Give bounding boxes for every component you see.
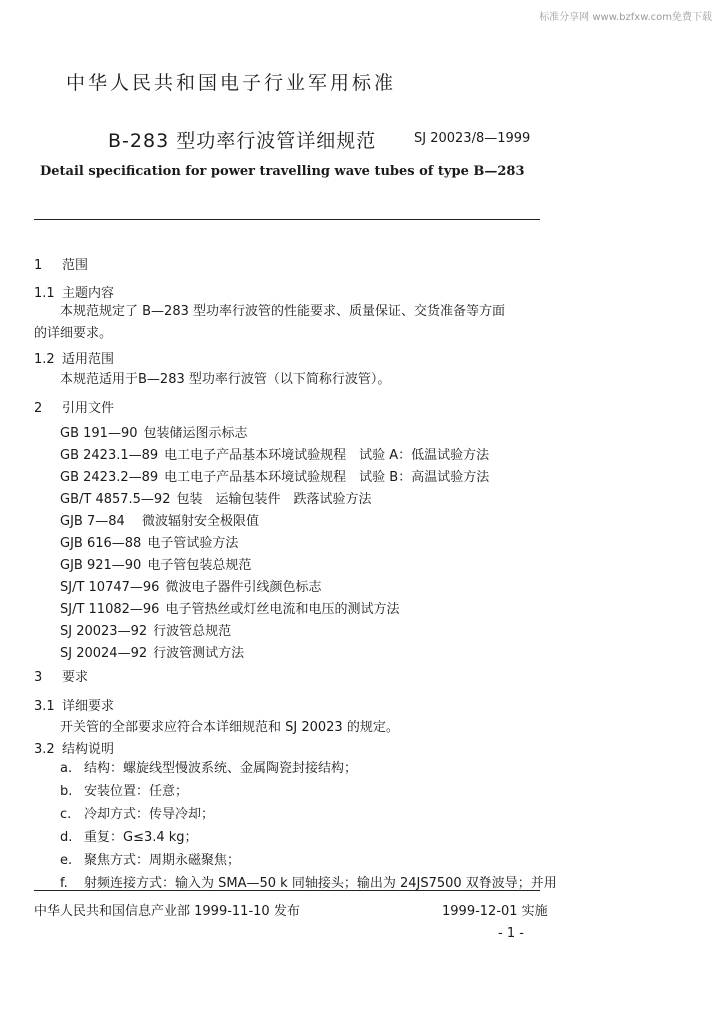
reference-title: 包装储运图示标志 xyxy=(143,426,248,441)
reference-item xyxy=(60,643,489,665)
item-letter: b. xyxy=(60,784,73,799)
section-number: 3.2 xyxy=(34,742,55,757)
section-1-heading xyxy=(34,254,88,273)
list-item xyxy=(60,804,557,827)
section-title: 主题内容 xyxy=(62,286,115,301)
reference-title: 包装 运输包装件 跌落试验方法 xyxy=(176,492,372,507)
item-letter: d. xyxy=(60,830,73,845)
item-text: 安装位置：任意； xyxy=(84,784,189,799)
reference-code: SJ/T 10747—96 xyxy=(60,580,160,595)
section-3-1-heading xyxy=(34,695,114,714)
section-3-1-paragraph: 开关管的全部要求应符合本详细规范和 SJ 20023 的规定。 xyxy=(60,720,399,735)
reference-item xyxy=(60,511,489,533)
section-3-2-heading xyxy=(34,738,114,757)
document-number: SJ 20023/8—1999 xyxy=(414,131,531,146)
section-1-1-heading xyxy=(34,282,114,301)
section-number: 1.2 xyxy=(34,352,55,367)
section-title: 适用范围 xyxy=(62,352,115,367)
item-text: 冷却方式：传导冷却； xyxy=(84,807,215,822)
reference-title: 微波电子器件引线颜色标志 xyxy=(165,580,322,595)
item-text: 结构：螺旋线型慢波系统、金属陶瓷封接结构； xyxy=(84,761,358,776)
item-letter: f. xyxy=(60,876,68,891)
item-letter: c. xyxy=(60,807,72,822)
reference-code: GB/T 4857.5—92 xyxy=(60,492,171,507)
section-title: 要求 xyxy=(62,670,89,685)
reference-code: GB 191—90 xyxy=(60,426,138,441)
section-1-1-paragraph: 本规范规定了 B—283 型功率行波管的性能要求、质量保证、交货准备等方面的详细要求。 xyxy=(34,304,505,341)
reference-item xyxy=(60,423,489,445)
english-title: Detail specification for power travelling wave tubes of type B—283 xyxy=(40,164,525,179)
section-title: 详细要求 xyxy=(62,699,115,714)
effective-date: 1999-12-01 实施 xyxy=(442,904,548,919)
item-text: 聚焦方式：周期永磁聚焦； xyxy=(84,853,241,868)
list-item xyxy=(60,873,557,896)
reference-list xyxy=(60,423,489,665)
reference-title: 行波管测试方法 xyxy=(153,646,245,661)
reference-code: GJB 921—90 xyxy=(60,558,142,573)
section-number: 3.1 xyxy=(34,699,55,714)
section-3-heading xyxy=(34,666,88,685)
reference-item xyxy=(60,621,489,643)
issue-statement: 中华人民共和国信息产业部 1999-11-10 发布 xyxy=(34,904,300,919)
reference-title: 电工电子产品基本环境试验规程 试验 B：高温试验方法 xyxy=(164,470,490,485)
page-number: - 1 - xyxy=(498,926,524,941)
section-number: 3 xyxy=(34,670,43,685)
reference-title: 行波管总规范 xyxy=(153,624,232,639)
item-letter: e. xyxy=(60,853,73,868)
reference-code: GJB 616—88 xyxy=(60,536,142,551)
item-text: 射频连接方式：输入为 SMA—50 k 同轴接头；输出为 24JS7500 双脊波导；并用 xyxy=(84,876,557,891)
org-header: 中华人民共和国电子行业军用标准 xyxy=(66,72,397,94)
reference-title: 电子管热丝或灯丝电流和电压的测试方法 xyxy=(165,602,400,617)
reference-item xyxy=(60,445,489,467)
section-1-2-paragraph: 本规范适用于B—283 型功率行波管（以下简称行波管）。 xyxy=(60,372,391,387)
bottom-divider xyxy=(34,890,540,891)
section-number: 1.1 xyxy=(34,286,55,301)
section-title: 范围 xyxy=(62,258,89,273)
reference-item xyxy=(60,533,489,555)
top-divider xyxy=(34,219,540,220)
reference-code: SJ/T 11082—96 xyxy=(60,602,160,617)
reference-title: 电子管试验方法 xyxy=(147,536,239,551)
section-1-2-heading xyxy=(34,348,114,367)
watermark: 标准分享网 www.bzfxw.com免费下载 xyxy=(539,12,712,23)
reference-title: 电工电子产品基本环境试验规程 试验 A：低温试验方法 xyxy=(164,448,490,463)
reference-code: SJ 20023—92 xyxy=(60,624,148,639)
section-number: 1 xyxy=(34,258,43,273)
reference-item xyxy=(60,489,489,511)
list-item xyxy=(60,850,557,873)
section-title: 结构说明 xyxy=(62,742,115,757)
list-item xyxy=(60,827,557,850)
reference-code: GB 2423.2—89 xyxy=(60,470,159,485)
reference-item xyxy=(60,555,489,577)
reference-item xyxy=(60,467,489,489)
list-item xyxy=(60,781,557,804)
reference-code: SJ 20024—92 xyxy=(60,646,148,661)
structure-list xyxy=(60,758,557,896)
section-title: 引用文件 xyxy=(62,401,115,416)
section-number: 2 xyxy=(34,401,43,416)
reference-item xyxy=(60,599,489,621)
reference-code: GB 2423.1—89 xyxy=(60,448,159,463)
item-text: 重复：G≤3.4 kg； xyxy=(84,830,198,845)
document-title: B-283 型功率行波管详细规范 xyxy=(108,130,377,152)
reference-title: 微波辐射安全极限值 xyxy=(142,514,260,529)
reference-title: 电子管包装总规范 xyxy=(147,558,252,573)
reference-item xyxy=(60,577,489,599)
item-letter: a. xyxy=(60,761,73,776)
section-2-heading xyxy=(34,397,114,416)
reference-code: GJB 7—84 xyxy=(60,514,125,529)
list-item xyxy=(60,758,557,781)
